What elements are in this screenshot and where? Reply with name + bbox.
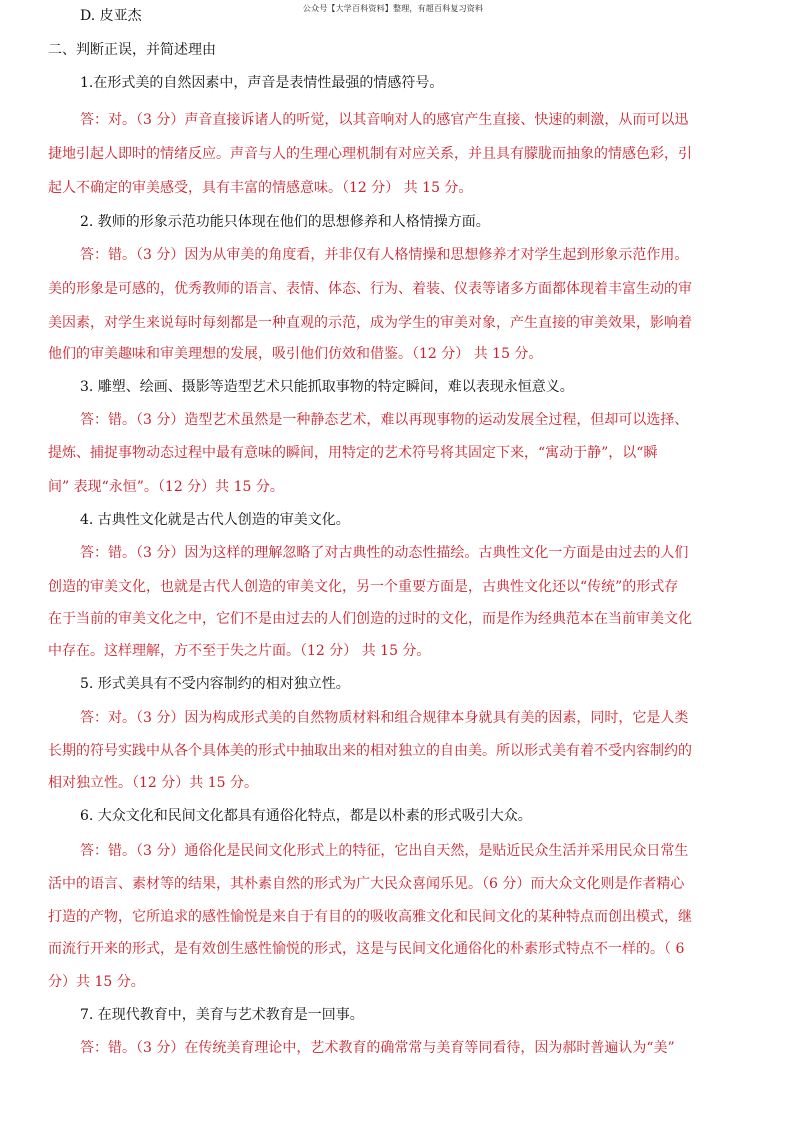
answer-5-line-1: 答：对。（3 分）因为构成形式美的自然物质材料和组合规律本身就具有美的因素，同时，它是人类 — [80, 710, 689, 726]
answer-1-line-2: 捷地引起人即时的情绪反应。声音与人的生理心理机制有对应关系，并且具有朦胧而抽象的情感色彩，引 — [48, 146, 692, 162]
answer-5-line-3: 相对独立性。（12 分）共 15 分。 — [48, 775, 258, 791]
question-6: 6. 大众文化和民间文化都具有通俗化特点，都是以朴素的形式吸引大众。 — [80, 808, 532, 824]
answer-3-line-1: 答：错。（3 分）造型艺术虽然是一种静态艺术，难以再现事物的运动发展全过程，但却可以选择、 — [80, 412, 689, 428]
answer-1-line-3: 起人不确定的审美感受，具有丰富的情感意味。（12 分） 共 15 分。 — [48, 180, 473, 196]
answer-3-line-3: 间” 表现“永恒”。（12 分）共 15 分。 — [48, 479, 284, 495]
question-1: 1.在形式美的自然因素中，声音是表情性最强的情感符号。 — [80, 75, 444, 91]
answer-2-line-2: 美的形象是可感的，优秀教师的语言、表情、体态、行为、着装、仪表等诸多方面都体现着丰富生动的审 — [48, 281, 692, 297]
answer-6-line-3: 打造的产物，它所追求的感性愉悦是来自于有目的的吸收高雅文化和民间文化的某种特点而创出模式，继 — [48, 909, 692, 925]
answer-2-line-4: 他们的审美趣味和审美理想的发展，吸引他们仿效和借鉴。（12 分） 共 15 分。 — [48, 346, 543, 362]
question-2: 2. 教师的形象示范功能只体现在他们的思想修养和人格情操方面。 — [80, 214, 490, 230]
header-note: 公众号【大学百科资料】整理，有超百科复习资料 — [302, 4, 484, 13]
answer-3-line-2: 提炼、捕捉事物动态过程中最有意味的瞬间，用特定的艺术符号将其固定下来，“寓动于静”，以“瞬 — [48, 445, 658, 461]
answer-4-line-4: 中存在。这样理解，方不至于失之片面。（12 分） 共 15 分。 — [48, 643, 431, 659]
question-3: 3. 雕塑、绘画、摄影等造型艺术只能抓取事物的特定瞬间，难以表现永恒意义。 — [80, 379, 574, 395]
answer-4-line-3: 在于当前的审美文化之中，它们不是由过去的人们创造的过时的文化，而是作为经典范本在当前审美文化 — [48, 611, 692, 627]
answer-6-line-5: 分）共 15 分。 — [48, 974, 145, 990]
answer-2-line-1: 答：错。（3 分）因为从审美的角度看，并非仅有人格情操和思想修养才对学生起到形象示范作用。 — [80, 247, 689, 263]
question-4: 4. 古典性文化就是古代人创造的审美文化。 — [80, 512, 350, 528]
answer-7-line-1: 答：错。（3 分）在传统美育理论中，艺术教育的确常常与美育等同看待，因为郝时普遍认为“美” — [80, 1040, 675, 1056]
answer-4-line-1: 答：错。（3 分）因为这样的理解忽略了对古典性的动态性描绘。古典性文化一方面是由过去的人们 — [80, 545, 689, 561]
option-d: D. 皮亚杰 — [80, 8, 142, 24]
answer-6-line-1: 答：错。（3 分）通俗化是民间文化形式上的特征，它出自天然，是贴近民众生活并采用民众日常生 — [80, 843, 689, 859]
question-5: 5. 形式美具有不受内容制约的相对独立性。 — [80, 676, 350, 692]
question-7: 7. 在现代教育中，美育与艺术教育是一回事。 — [80, 1007, 364, 1023]
answer-6-line-2: 活中的语言、素材等的结果，其朴素自然的形式为广大民众喜闻乐见。（6 分）而大众文化则是作者精心 — [48, 876, 685, 892]
answer-5-line-2: 长期的符号实践中从各个具体美的形式中抽取出来的相对独立的自由美。所以形式美有着不受内容制约的 — [48, 743, 692, 759]
answer-2-line-3: 美因素，对学生来说每时每刻都是一种直观的示范，成为学生的审美对象，产生直接的审美效果，影响着 — [48, 315, 692, 331]
answer-1-line-1: 答：对。（3 分）声音直接诉诸人的听觉，以其音响对人的感官产生直接、快速的刺激，从而可以迅 — [80, 112, 689, 128]
answer-6-line-4: 而流行开来的形式，是有效创生感性愉悦的形式，这是与民间文化通俗化的朴素形式特点不一样的。（ 6 — [48, 941, 685, 957]
section-title: 二、判断正误，并简述理由 — [48, 42, 216, 58]
answer-4-line-2: 创造的审美文化，也就是古代人创造的审美文化，另一个重要方面是，古典性文化还以“传统”的形式存 — [48, 579, 679, 595]
